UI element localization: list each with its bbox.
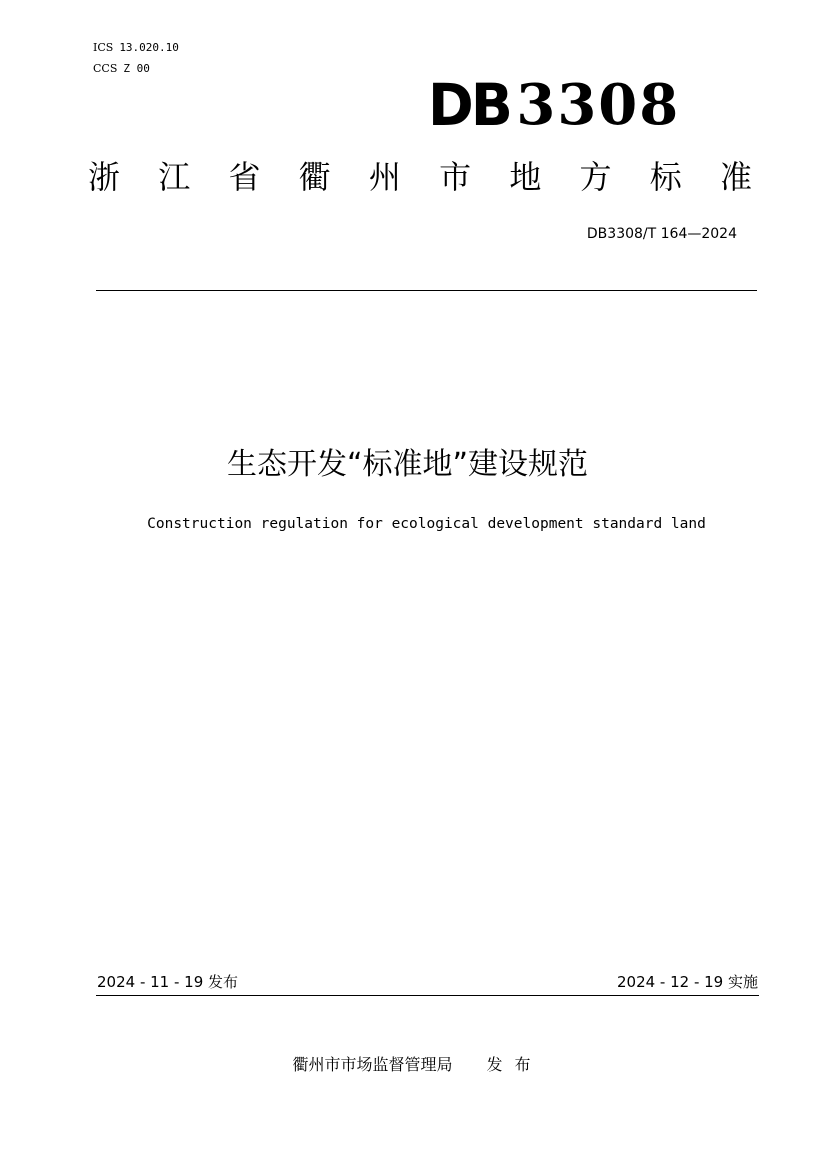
issuer-action: 发布 <box>486 1055 543 1074</box>
document-title-zh: 生态开发“标准地”建设规范 <box>226 447 589 482</box>
bottom-divider <box>96 995 759 996</box>
document-title-en: Construction regulation for ecological development standard land <box>147 516 706 532</box>
standard-code: DB3308/T 164—2024 <box>586 226 737 242</box>
publish-date: 2024 - 11 - 19 发布 <box>97 973 239 991</box>
top-divider <box>96 290 757 291</box>
logo-number: 3308 <box>516 72 681 138</box>
issuer-name: 衢州市市场监督管理局 <box>292 1055 453 1074</box>
ccs-code: Z 00 <box>123 62 150 75</box>
issuer-line <box>0 1053 815 1077</box>
standard-type-heading: 浙 江 省 衢 州 市 地 方 标 准 <box>88 158 752 196</box>
db-logo <box>428 71 681 139</box>
ics-line <box>93 41 179 55</box>
ics-label: ICS <box>93 41 114 54</box>
implement-date: 2024 - 12 - 19 实施 <box>616 973 758 991</box>
ics-code: 13.020.10 <box>119 41 179 54</box>
logo-letters: DB <box>428 71 511 139</box>
ccs-line <box>93 62 150 76</box>
ccs-label: CCS <box>93 62 118 75</box>
